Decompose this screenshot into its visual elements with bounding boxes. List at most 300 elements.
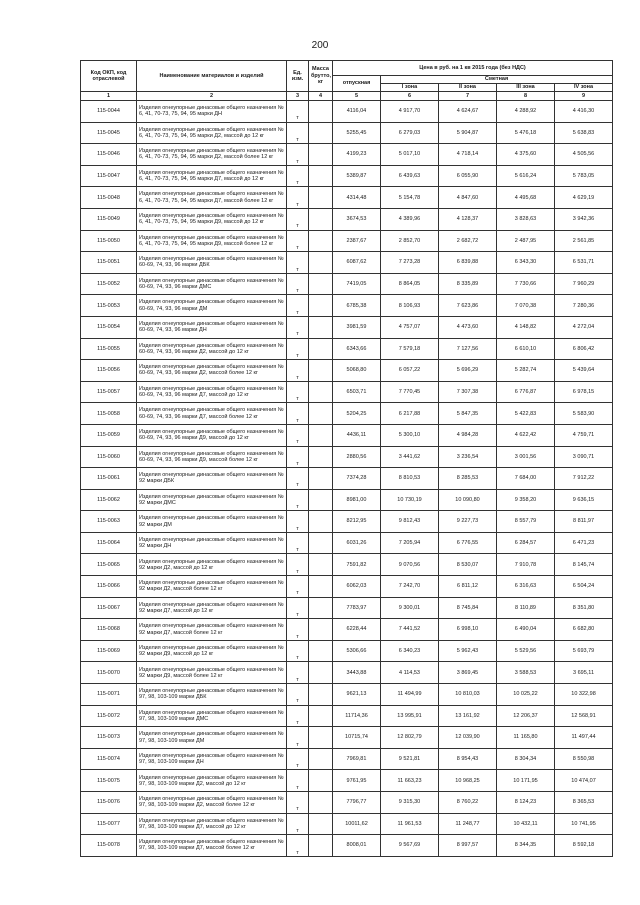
- table-row: [81, 489, 613, 511]
- product-code: 115-0071: [81, 684, 137, 706]
- mass-cell: [309, 122, 333, 144]
- product-name: Изделия огнеупорные динасовые общего назначения № 97, 98, 103-109 марки Д7, массой более 12 кг: [137, 835, 287, 857]
- product-name: Изделия огнеупорные динасовые общего назначения № 6, 41, 70-73, 75, 94, 95 марки Д9, массой более 12 кг: [137, 230, 287, 252]
- table-row: [81, 101, 613, 123]
- product-code: 115-0062: [81, 489, 137, 511]
- zone-1-price: 4 389,96: [381, 208, 439, 230]
- mass-cell: [309, 684, 333, 706]
- zone-4-price: 6 504,24: [555, 576, 613, 598]
- header-name: Наименование материалов и изделий: [137, 61, 287, 92]
- zone-3-price: 7 730,66: [497, 273, 555, 295]
- factory-price: 7969,81: [333, 748, 381, 770]
- zone-1-price: 4 757,07: [381, 316, 439, 338]
- factory-price: 4199,23: [333, 144, 381, 166]
- column-number: 1: [81, 92, 137, 101]
- zone-3-price: 4 288,92: [497, 101, 555, 123]
- zone-2-price: 8 335,89: [439, 273, 497, 295]
- unit-cell: т: [287, 101, 309, 123]
- mass-cell: [309, 381, 333, 403]
- page-number: 200: [311, 40, 329, 51]
- factory-price: 6785,38: [333, 295, 381, 317]
- zone-2-price: 4 128,37: [439, 208, 497, 230]
- zone-4-price: 5 783,05: [555, 165, 613, 187]
- zone-4-price: 10 741,95: [555, 813, 613, 835]
- column-number: 7: [439, 92, 497, 101]
- product-code: 115-0056: [81, 360, 137, 382]
- zone-1-price: 11 494,99: [381, 684, 439, 706]
- product-code: 115-0046: [81, 144, 137, 166]
- zone-3-price: 3 001,56: [497, 446, 555, 468]
- zone-4-price: 10 322,98: [555, 684, 613, 706]
- mass-cell: [309, 165, 333, 187]
- zone-3-price: 8 110,89: [497, 597, 555, 619]
- mass-cell: [309, 770, 333, 792]
- table-row: [81, 532, 613, 554]
- mass-cell: [309, 446, 333, 468]
- zone-4-price: 8 550,98: [555, 748, 613, 770]
- factory-price: 4314,48: [333, 187, 381, 209]
- unit-cell: т: [287, 424, 309, 446]
- product-name: Изделия огнеупорные динасовые общего назначения № 60-69, 74, 93, 96 марки ДМС: [137, 273, 287, 295]
- zone-2-price: 5 847,35: [439, 403, 497, 425]
- product-name: Изделия огнеупорные динасовые общего назначения № 60-69, 74, 93, 96 марки ДМ: [137, 295, 287, 317]
- mass-cell: [309, 338, 333, 360]
- zone-4-price: 3 090,71: [555, 446, 613, 468]
- column-number: 4: [309, 92, 333, 101]
- zone-2-price: 6 055,90: [439, 165, 497, 187]
- product-name: Изделия огнеупорные динасовые общего назначения № 92 марки ДМС: [137, 489, 287, 511]
- zone-4-price: 8 145,74: [555, 554, 613, 576]
- table-row: [81, 835, 613, 857]
- zone-4-price: 4 272,04: [555, 316, 613, 338]
- zone-1-price: 6 057,22: [381, 360, 439, 382]
- zone-2-price: 6 998,10: [439, 619, 497, 641]
- zone-4-price: 6 806,42: [555, 338, 613, 360]
- zone-4-price: 12 568,91: [555, 705, 613, 727]
- product-code: 115-0060: [81, 446, 137, 468]
- factory-price: 8212,95: [333, 511, 381, 533]
- zone-3-price: 3 828,63: [497, 208, 555, 230]
- product-code: 115-0069: [81, 640, 137, 662]
- zone-2-price: 3 236,54: [439, 446, 497, 468]
- zone-1-price: 5 154,78: [381, 187, 439, 209]
- zone-3-price: 8 124,23: [497, 792, 555, 814]
- unit-cell: т: [287, 511, 309, 533]
- zone-3-price: 6 490,04: [497, 619, 555, 641]
- zone-3-price: 12 206,37: [497, 705, 555, 727]
- column-number: 9: [555, 92, 613, 101]
- product-code: 115-0053: [81, 295, 137, 317]
- mass-cell: [309, 208, 333, 230]
- zone-3-price: 6 284,57: [497, 532, 555, 554]
- zone-4-price: 6 978,15: [555, 381, 613, 403]
- zone-3-price: 4 375,60: [497, 144, 555, 166]
- factory-price: 4116,04: [333, 101, 381, 123]
- zone-4-price: 6 471,23: [555, 532, 613, 554]
- zone-3-price: 6 610,10: [497, 338, 555, 360]
- mass-cell: [309, 252, 333, 274]
- zone-4-price: 5 439,64: [555, 360, 613, 382]
- zone-2-price: 8 997,57: [439, 835, 497, 857]
- zone-4-price: 8 365,53: [555, 792, 613, 814]
- table-row: [81, 705, 613, 727]
- zone-1-price: 13 995,91: [381, 705, 439, 727]
- product-code: 115-0077: [81, 813, 137, 835]
- zone-1-price: 5 017,10: [381, 144, 439, 166]
- zone-4-price: 6 531,71: [555, 252, 613, 274]
- mass-cell: [309, 403, 333, 425]
- product-name: Изделия огнеупорные динасовые общего назначения № 92 марки Д2, массой до 12 кг: [137, 554, 287, 576]
- zone-2-price: 7 127,56: [439, 338, 497, 360]
- zone-1-price: 6 439,63: [381, 165, 439, 187]
- zone-2-price: 8 760,22: [439, 792, 497, 814]
- zone-3-price: 7 910,78: [497, 554, 555, 576]
- zone-4-price: 8 351,80: [555, 597, 613, 619]
- table-row: [81, 576, 613, 598]
- zone-1-price: 7 242,70: [381, 576, 439, 598]
- factory-price: 4436,11: [333, 424, 381, 446]
- zone-1-price: 7 770,45: [381, 381, 439, 403]
- zone-1-price: 8 864,05: [381, 273, 439, 295]
- zone-4-price: 9 636,15: [555, 489, 613, 511]
- product-name: Изделия огнеупорные динасовые общего назначения № 6, 41, 70-73, 75, 94, 95 марки Д2, массой до 12 кг: [137, 122, 287, 144]
- zone-4-price: 6 682,80: [555, 619, 613, 641]
- table-row: [81, 295, 613, 317]
- product-name: Изделия огнеупорные динасовые общего назначения № 97, 98, 103-109 марки ДН: [137, 748, 287, 770]
- zone-1-price: 8 106,93: [381, 295, 439, 317]
- product-code: 115-0054: [81, 316, 137, 338]
- product-code: 115-0047: [81, 165, 137, 187]
- zone-4-price: 5 693,79: [555, 640, 613, 662]
- factory-price: 7419,05: [333, 273, 381, 295]
- factory-price: 2880,56: [333, 446, 381, 468]
- unit-cell: т: [287, 684, 309, 706]
- zone-4-price: 8 811,97: [555, 511, 613, 533]
- mass-cell: [309, 705, 333, 727]
- zone-2-price: 4 847,60: [439, 187, 497, 209]
- zone-3-price: 7 684,00: [497, 468, 555, 490]
- zone-1-price: 6 217,88: [381, 403, 439, 425]
- unit-cell: т: [287, 748, 309, 770]
- product-name: Изделия огнеупорные динасовые общего назначения № 6, 41, 70-73, 75, 94, 95 марки Д9, массой до 12 кг: [137, 208, 287, 230]
- zone-2-price: 5 696,29: [439, 360, 497, 382]
- product-name: Изделия огнеупорные динасовые общего назначения № 97, 98, 103-109 марки ДМС: [137, 705, 287, 727]
- zone-4-price: 7 960,29: [555, 273, 613, 295]
- zone-1-price: 7 579,18: [381, 338, 439, 360]
- mass-cell: [309, 532, 333, 554]
- zone-1-price: 4 114,53: [381, 662, 439, 684]
- product-name: Изделия огнеупорные динасовые общего назначения № 92 марки ДБК: [137, 468, 287, 490]
- unit-cell: т: [287, 273, 309, 295]
- factory-price: 5306,66: [333, 640, 381, 662]
- mass-cell: [309, 424, 333, 446]
- zone-2-price: 5 904,87: [439, 122, 497, 144]
- table-row: [81, 792, 613, 814]
- product-code: 115-0074: [81, 748, 137, 770]
- table-row: [81, 122, 613, 144]
- unit-cell: т: [287, 554, 309, 576]
- zone-1-price: 4 917,70: [381, 101, 439, 123]
- price-table: [80, 60, 613, 857]
- unit-cell: т: [287, 619, 309, 641]
- zone-1-price: 9 070,56: [381, 554, 439, 576]
- zone-2-price: 3 869,45: [439, 662, 497, 684]
- product-code: 115-0045: [81, 122, 137, 144]
- zone-3-price: 7 070,38: [497, 295, 555, 317]
- unit-cell: т: [287, 813, 309, 835]
- table-row: [81, 640, 613, 662]
- zone-1-price: 11 961,53: [381, 813, 439, 835]
- product-name: Изделия огнеупорные динасовые общего назначения № 60-69, 74, 93, 96 марки Д2, массой до 12 кг: [137, 338, 287, 360]
- product-name: Изделия огнеупорные динасовые общего назначения № 97, 98, 103-109 марки Д2, массой более 12 кг: [137, 792, 287, 814]
- header-estimate: Сметная: [381, 76, 613, 84]
- unit-cell: т: [287, 381, 309, 403]
- product-name: Изделия огнеупорные динасовые общего назначения № 6, 41, 70-73, 75, 94, 95 марки ДН: [137, 101, 287, 123]
- zone-3-price: 10 432,11: [497, 813, 555, 835]
- table-body: [81, 101, 613, 857]
- factory-price: 7783,97: [333, 597, 381, 619]
- unit-cell: т: [287, 338, 309, 360]
- product-code: 115-0049: [81, 208, 137, 230]
- zone-3-price: 10 171,95: [497, 770, 555, 792]
- factory-price: 8981,00: [333, 489, 381, 511]
- header-zone: I зона: [381, 84, 439, 92]
- factory-price: 5204,25: [333, 403, 381, 425]
- zone-1-price: 10 730,19: [381, 489, 439, 511]
- header-unit: Ед. изм.: [287, 61, 309, 92]
- factory-price: 8008,01: [333, 835, 381, 857]
- product-name: Изделия огнеупорные динасовые общего назначения № 92 марки Д9, массой более 12 кг: [137, 662, 287, 684]
- zone-3-price: 5 616,24: [497, 165, 555, 187]
- mass-cell: [309, 792, 333, 814]
- table-row: [81, 748, 613, 770]
- zone-2-price: 4 624,67: [439, 101, 497, 123]
- mass-cell: [309, 230, 333, 252]
- product-code: 115-0073: [81, 727, 137, 749]
- zone-2-price: 10 968,25: [439, 770, 497, 792]
- zone-4-price: 2 561,85: [555, 230, 613, 252]
- product-name: Изделия огнеупорные динасовые общего назначения № 92 марки Д7, массой до 12 кг: [137, 597, 287, 619]
- zone-1-price: 9 315,30: [381, 792, 439, 814]
- mass-cell: [309, 619, 333, 641]
- product-name: Изделия огнеупорные динасовые общего назначения № 60-69, 74, 93, 96 марки Д2, массой более 12 кг: [137, 360, 287, 382]
- mass-cell: [309, 597, 333, 619]
- unit-cell: т: [287, 295, 309, 317]
- product-code: 115-0048: [81, 187, 137, 209]
- unit-cell: т: [287, 792, 309, 814]
- zone-2-price: 8 954,43: [439, 748, 497, 770]
- product-code: 115-0078: [81, 835, 137, 857]
- header-zone: II зона: [439, 84, 497, 92]
- mass-cell: [309, 727, 333, 749]
- mass-cell: [309, 360, 333, 382]
- table-row: [81, 424, 613, 446]
- zone-2-price: 2 682,72: [439, 230, 497, 252]
- product-code: 115-0055: [81, 338, 137, 360]
- factory-price: 7591,82: [333, 554, 381, 576]
- factory-price: 6228,44: [333, 619, 381, 641]
- zone-4-price: 4 629,19: [555, 187, 613, 209]
- zone-3-price: 11 165,80: [497, 727, 555, 749]
- unit-cell: т: [287, 208, 309, 230]
- unit-cell: т: [287, 705, 309, 727]
- mass-cell: [309, 468, 333, 490]
- product-name: Изделия огнеупорные динасовые общего назначения № 92 марки Д7, массой более 12 кг: [137, 619, 287, 641]
- zone-3-price: 5 282,74: [497, 360, 555, 382]
- zone-3-price: 8 304,34: [497, 748, 555, 770]
- factory-price: 5068,80: [333, 360, 381, 382]
- product-name: Изделия огнеупорные динасовые общего назначения № 6, 41, 70-73, 75, 94, 95 марки Д7, массой до 12 кг: [137, 165, 287, 187]
- zone-1-price: 6 340,23: [381, 640, 439, 662]
- product-name: Изделия огнеупорные динасовые общего назначения № 92 марки ДН: [137, 532, 287, 554]
- zone-3-price: 5 476,18: [497, 122, 555, 144]
- unit-cell: т: [287, 316, 309, 338]
- zone-4-price: 4 505,56: [555, 144, 613, 166]
- factory-price: 2387,67: [333, 230, 381, 252]
- product-name: Изделия огнеупорные динасовые общего назначения № 6, 41, 70-73, 75, 94, 95 марки Д2, массой более 12 кг: [137, 144, 287, 166]
- header-price: Цена в руб. на 1 кв 2015 года (без НДС): [333, 61, 613, 76]
- zone-2-price: 6 811,12: [439, 576, 497, 598]
- table-row: [81, 338, 613, 360]
- factory-price: 3674,53: [333, 208, 381, 230]
- table-row: [81, 381, 613, 403]
- header-mass: Масса брутто, кг: [309, 61, 333, 92]
- table-row: [81, 813, 613, 835]
- zone-1-price: 12 802,79: [381, 727, 439, 749]
- mass-cell: [309, 101, 333, 123]
- unit-cell: т: [287, 144, 309, 166]
- zone-1-price: 6 279,03: [381, 122, 439, 144]
- product-code: 115-0044: [81, 101, 137, 123]
- column-number: 3: [287, 92, 309, 101]
- zone-2-price: 4 718,14: [439, 144, 497, 166]
- zone-2-price: 4 984,28: [439, 424, 497, 446]
- unit-cell: т: [287, 727, 309, 749]
- table-row: [81, 144, 613, 166]
- zone-3-price: 2 487,95: [497, 230, 555, 252]
- zone-4-price: 10 474,07: [555, 770, 613, 792]
- unit-cell: т: [287, 360, 309, 382]
- zone-1-price: 2 852,70: [381, 230, 439, 252]
- factory-price: 6031,26: [333, 532, 381, 554]
- unit-cell: т: [287, 252, 309, 274]
- zone-2-price: 6 776,55: [439, 532, 497, 554]
- mass-cell: [309, 511, 333, 533]
- factory-price: 10011,62: [333, 813, 381, 835]
- zone-2-price: 7 307,38: [439, 381, 497, 403]
- zone-3-price: 8 557,79: [497, 511, 555, 533]
- factory-price: 6062,03: [333, 576, 381, 598]
- product-name: Изделия огнеупорные динасовые общего назначения № 60-69, 74, 93, 96 марки ДН: [137, 316, 287, 338]
- unit-cell: т: [287, 403, 309, 425]
- zone-2-price: 9 227,73: [439, 511, 497, 533]
- unit-cell: т: [287, 662, 309, 684]
- product-code: 115-0067: [81, 597, 137, 619]
- zone-3-price: 6 776,87: [497, 381, 555, 403]
- zone-4-price: 5 638,83: [555, 122, 613, 144]
- product-name: Изделия огнеупорные динасовые общего назначения № 60-69, 74, 93, 96 марки Д9, массой более 12 кг: [137, 446, 287, 468]
- mass-cell: [309, 316, 333, 338]
- zone-2-price: 10 810,03: [439, 684, 497, 706]
- product-name: Изделия огнеупорные динасовые общего назначения № 60-69, 74, 93, 96 марки ДБК: [137, 252, 287, 274]
- zone-2-price: 12 039,90: [439, 727, 497, 749]
- zone-3-price: 4 148,82: [497, 316, 555, 338]
- unit-cell: т: [287, 770, 309, 792]
- product-code: 115-0065: [81, 554, 137, 576]
- zone-3-price: 4 622,42: [497, 424, 555, 446]
- column-number: 8: [497, 92, 555, 101]
- factory-price: 11714,36: [333, 705, 381, 727]
- column-number: 6: [381, 92, 439, 101]
- zone-2-price: 6 839,88: [439, 252, 497, 274]
- factory-price: 10715,74: [333, 727, 381, 749]
- zone-1-price: 7 273,28: [381, 252, 439, 274]
- zone-1-price: 9 300,01: [381, 597, 439, 619]
- zone-3-price: 5 529,56: [497, 640, 555, 662]
- mass-cell: [309, 662, 333, 684]
- table-row: [81, 662, 613, 684]
- product-code: 115-0075: [81, 770, 137, 792]
- zone-2-price: 7 623,86: [439, 295, 497, 317]
- unit-cell: т: [287, 230, 309, 252]
- product-code: 115-0068: [81, 619, 137, 641]
- zone-4-price: 3 942,36: [555, 208, 613, 230]
- unit-cell: т: [287, 597, 309, 619]
- factory-price: 6503,71: [333, 381, 381, 403]
- column-number: 5: [333, 92, 381, 101]
- factory-price: 6087,62: [333, 252, 381, 274]
- zone-3-price: 6 343,30: [497, 252, 555, 274]
- factory-price: 3981,59: [333, 316, 381, 338]
- zone-1-price: 8 810,53: [381, 468, 439, 490]
- table-row: [81, 446, 613, 468]
- product-code: 115-0061: [81, 468, 137, 490]
- product-name: Изделия огнеупорные динасовые общего назначения № 60-69, 74, 93, 96 марки Д7, массой до 12 кг: [137, 381, 287, 403]
- zone-4-price: 5 583,90: [555, 403, 613, 425]
- factory-price: 7374,28: [333, 468, 381, 490]
- zone-2-price: 5 962,43: [439, 640, 497, 662]
- unit-cell: т: [287, 489, 309, 511]
- unit-cell: т: [287, 122, 309, 144]
- zone-1-price: 9 521,81: [381, 748, 439, 770]
- mass-cell: [309, 144, 333, 166]
- table-row: [81, 511, 613, 533]
- table-row: [81, 230, 613, 252]
- zone-1-price: 7 441,52: [381, 619, 439, 641]
- product-name: Изделия огнеупорные динасовые общего назначения № 92 марки ДМ: [137, 511, 287, 533]
- factory-price: 7796,77: [333, 792, 381, 814]
- zone-1-price: 9 812,43: [381, 511, 439, 533]
- mass-cell: [309, 273, 333, 295]
- product-code: 115-0066: [81, 576, 137, 598]
- table-row: [81, 316, 613, 338]
- zone-3-price: 4 495,68: [497, 187, 555, 209]
- product-code: 115-0064: [81, 532, 137, 554]
- mass-cell: [309, 576, 333, 598]
- product-code: 115-0057: [81, 381, 137, 403]
- table-row: [81, 770, 613, 792]
- mass-cell: [309, 187, 333, 209]
- product-code: 115-0052: [81, 273, 137, 295]
- zone-2-price: 4 473,60: [439, 316, 497, 338]
- product-name: Изделия огнеупорные динасовые общего назначения № 97, 98, 103-109 марки ДМ: [137, 727, 287, 749]
- table-row: [81, 554, 613, 576]
- zone-3-price: 8 344,35: [497, 835, 555, 857]
- table-row: [81, 165, 613, 187]
- zone-2-price: 10 090,80: [439, 489, 497, 511]
- zone-1-price: 7 205,94: [381, 532, 439, 554]
- zone-1-price: 11 663,23: [381, 770, 439, 792]
